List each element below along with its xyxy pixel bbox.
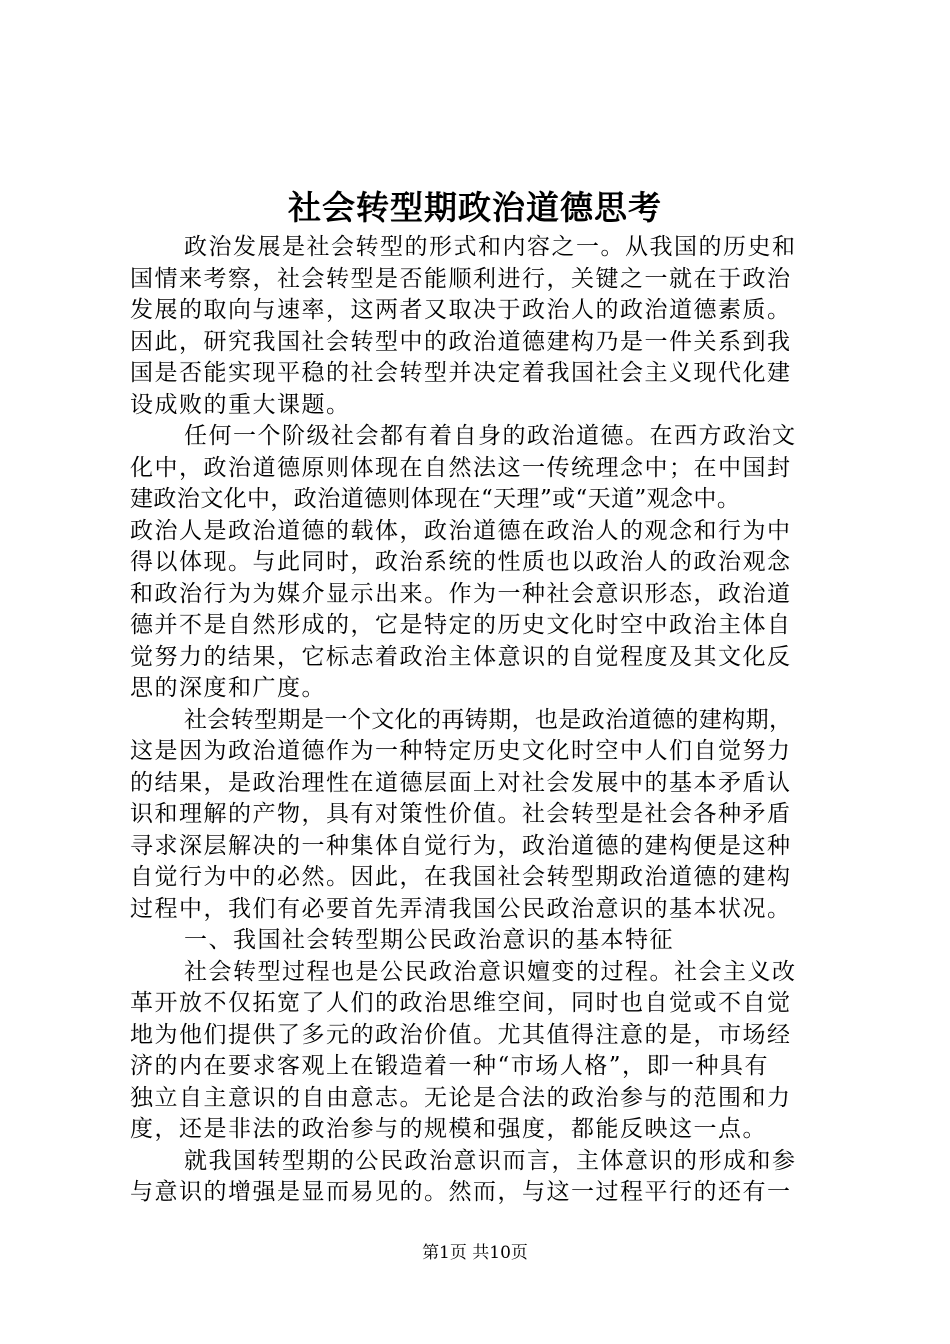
text-line: 就我国转型期的公民政治意识而言，主体意识的形成和参 — [184, 1147, 797, 1174]
text-line: 寻求深层解决的一种集体自觉行为，政治道德的建构便是这种 — [130, 832, 792, 859]
text-line: 德并不是自然形成的，它是特定的历史文化时空中政治主体自 — [130, 612, 792, 638]
text-line: 过程中，我们有必要首先弄清我国公民政治意识的基本状况。 — [130, 895, 792, 922]
text-line: 国是否能实现平稳的社会转型并决定着我国社会主义现代化建 — [130, 360, 792, 386]
text-line: 识和理解的产物，具有对策性价值。社会转型是社会各种矛盾 — [130, 801, 792, 827]
text-line: 因此，研究我国社会转型中的政治道德建构乃是一件关系到我 — [130, 328, 792, 355]
text-line: 革开放不仅拓宽了人们的政治思维空间，同时也自觉或不自觉 — [130, 990, 792, 1016]
text-line: 这是因为政治道德作为一种特定历史文化时空中人们自觉努力 — [130, 738, 792, 764]
document-body — [130, 232, 830, 1209]
text-line: 的结果，是政治理性在道德层面上对社会发展中的基本矛盾认 — [130, 769, 792, 796]
text-line: 建政治文化中，政治道德则体现在“天理”或“天道”观念中。 — [130, 486, 741, 512]
text-line: 思的深度和广度。 — [130, 675, 326, 701]
text-line: 国情来考察，社会转型是否能顺利进行，关键之一就在于政治 — [130, 265, 792, 292]
text-line: 政治人是政治道德的载体，政治道德在政治人的观念和行为中 — [130, 517, 792, 544]
text-line: 与意识的增强是显而易见的。然而，与这一过程平行的还有一 — [130, 1179, 792, 1205]
document-title: 社会转型期政治道德思考 — [288, 188, 662, 227]
text-line: 发展的取向与速率，这两者又取决于政治人的政治道德素质。 — [130, 297, 792, 323]
page-number: 第1页 共10页 — [422, 1243, 528, 1263]
text-line: 独立自主意识的自由意志。无论是合法的政治参与的范围和力 — [130, 1084, 792, 1111]
text-line: 度，还是非法的政治参与的规模和强度，都能反映这一点。 — [130, 1116, 767, 1142]
text-line: 社会转型期是一个文化的再铸期，也是政治道德的建构期， — [184, 706, 793, 733]
text-line: 地为他们提供了多元的政治价值。尤其值得注意的是，市场经 — [130, 1021, 792, 1048]
text-line: 设成败的重大课题。 — [130, 391, 351, 418]
text-line: 社会转型过程也是公民政治意识嬗变的过程。社会主义改 — [184, 958, 797, 985]
text-line: 觉努力的结果，它标志着政治主体意识的自觉程度及其文化反 — [130, 643, 792, 670]
text-line: 得以体现。与此同时，政治系统的性质也以政治人的政治观念 — [130, 549, 792, 575]
text-line: 政治发展是社会转型的形式和内容之一。从我国的历史和 — [184, 234, 797, 260]
text-line: 济的内在要求客观上在锻造着一种“市场人格”，即一种具有 — [130, 1053, 770, 1079]
text-line: 化中，政治道德原则体现在自然法这一传统理念中；在中国封 — [130, 454, 792, 481]
section-heading: 一、我国社会转型期公民政治意识的基本特征 — [184, 927, 674, 953]
text-line: 任何一个阶级社会都有着自身的政治道德。在西方政治文 — [184, 423, 797, 449]
text-line: 自觉行为中的必然。因此，在我国社会转型期政治道德的建构 — [130, 864, 792, 890]
text-line: 和政治行为为媒介显示出来。作为一种社会意识形态，政治道 — [130, 580, 792, 607]
